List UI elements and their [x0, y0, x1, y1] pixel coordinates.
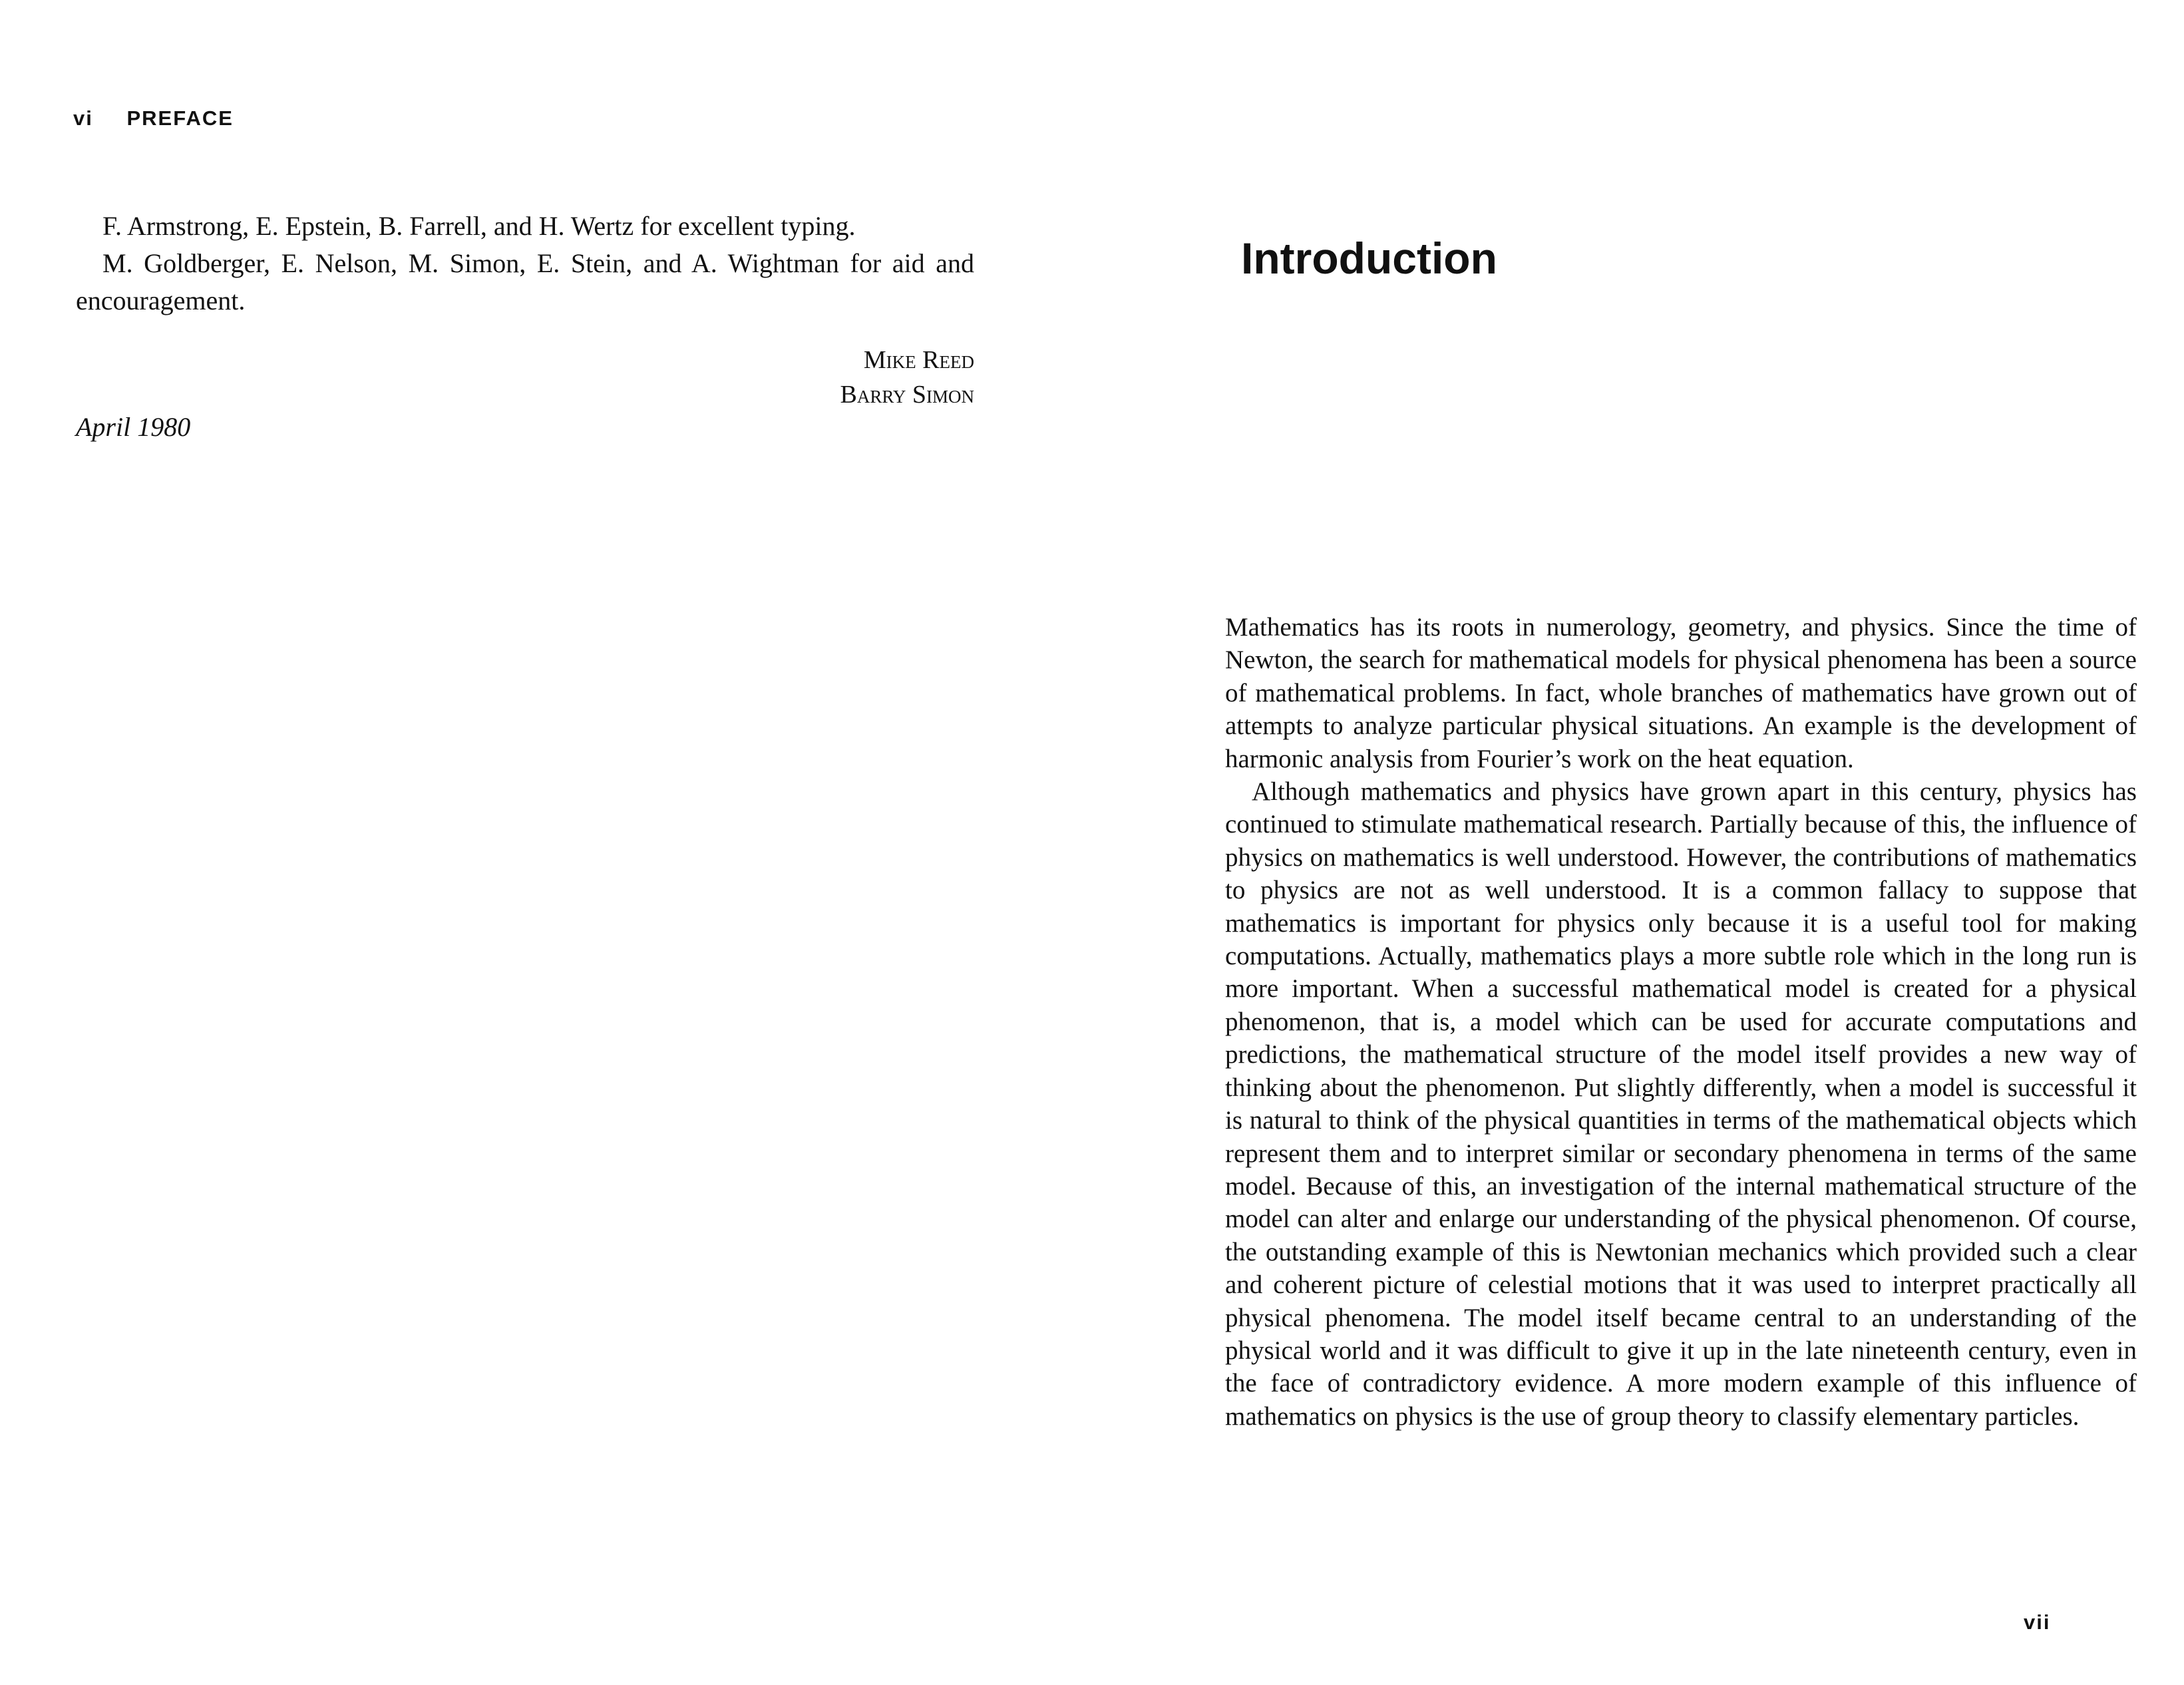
ack-line: M. Goldberger, E. Nelson, M. Simon, E. Stein, and A. Wightman for aid and encouragement.	[76, 248, 974, 315]
chapter-title: Introduction	[1241, 234, 1497, 283]
running-head	[73, 106, 234, 130]
author-name: Barry Simon	[840, 381, 974, 409]
preface-date: April 1980	[76, 412, 191, 442]
paragraph: Mathematics has its roots in numerology, geometry, and physics. Since the time of Newton, the search for mathematical models for physical phenomena has been a source of mathematical problems. In fact, whole branches of mathematics have grown out of attempts to analyze particular physical situations. An example is the development of harmonic analysis from Fourier’s work on the heat equation.	[1225, 613, 2137, 773]
ack-line: F. Armstrong, E. Epstein, B. Farrell, and H. Wertz for excellent typing.	[102, 211, 856, 241]
running-head-title: PREFACE	[126, 106, 234, 130]
page-number-left: vi	[73, 106, 93, 130]
introduction-body	[1225, 611, 2137, 1433]
page-number-right: vii	[2024, 1610, 2051, 1634]
author-signatures	[665, 343, 974, 412]
author-name: Mike Reed	[863, 346, 974, 374]
right-page	[1092, 0, 2184, 1685]
paragraph: Although mathematics and physics have grown apart in this century, physics has continued to stimulate mathematical research. Partially because of this, the influence of physics on mathematics is well understood. However, the contributions of mathematics to physics are not as well understood. It is a common fallacy to suppose that mathematics is important for physics only because it is a useful tool for making computations. Actually, mathematics plays a more subtle role which in the long run is more important. When a successful mathematical model is created for a physical phenomenon, that is, a model which can be used for accurate computations and predictions, the mathematical structure of the model itself provides a new way of thinking about the phenomenon. Put slightly differently, when a model is successful it is natural to think of the physical quantities in terms of the mathematical objects which represent them and to interpret similar or secondary phenomena in terms of the same model. Because of this, an investigation of the internal mathematical structure of the model can alter and enlarge our understanding of the physical phenomenon. Of course, the outstanding example of this is Newtonian mechanics which provided such a clear and coherent picture of celestial motions that it was used to interpret practically all physical phenomena. The model itself became central to an understanding of the physical world and it was difficult to give it up in the late nineteenth century, even in the face of contradictory evidence. A more modern example of this influence of mathematics on physics is the use of group theory to classify elementary particles.	[1225, 777, 2137, 1431]
acknowledgments	[76, 208, 974, 319]
